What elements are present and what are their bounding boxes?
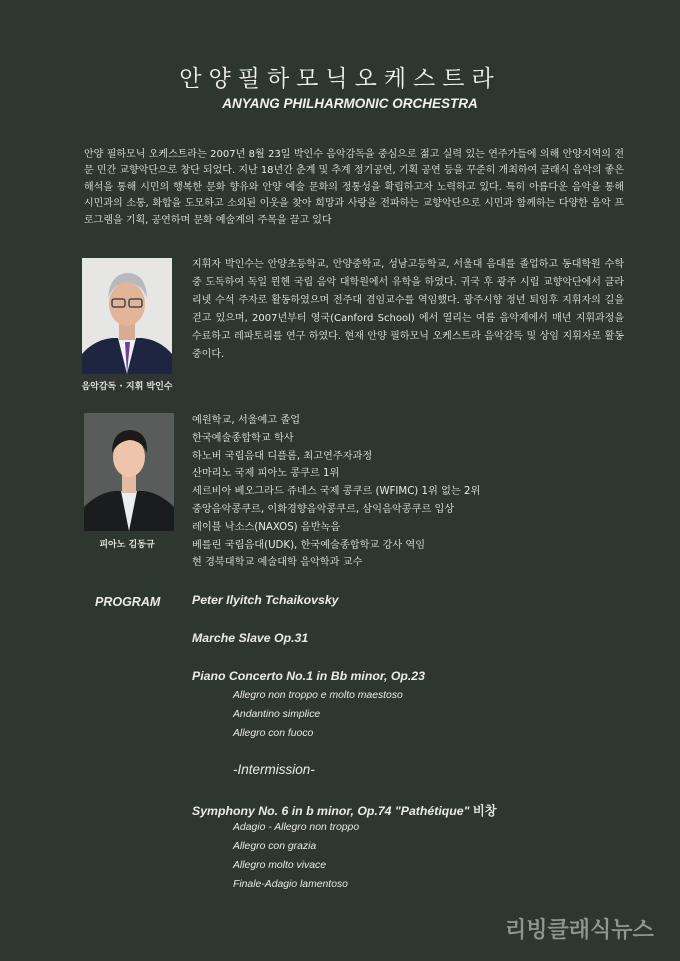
program-work-1: Marche Slave Op.31: [192, 631, 309, 645]
work-3-movement-3: Allegro molto vivace: [233, 860, 326, 871]
work-3-title: Symphony No. 6 in b minor, Op.74 "Pathétique": [192, 804, 470, 818]
bio-item: 중앙음악콩쿠르, 이화경향음악콩쿠르, 삼익음악콩쿠르 입상: [192, 503, 455, 515]
work-2-movement-2: Andantino simplice: [233, 709, 321, 720]
work-3-movement-2: Allegro con grazia: [233, 841, 317, 852]
watermark-logo: 리빙클래식뉴스: [505, 918, 654, 943]
conductor-bio: 지휘자 박인수는 안양초등학교, 안양중학교, 성남고등학교, 서울대 음대를 졸업하고 동대학원 수학 중 도독하여 독일 뮌헨 국립 음악 대학원에서 유학을 하였다. 귀국 후 광주 시립 교향악단에서 클라리넷 수석 주자로 활동하였으며 전주대 겸임교수를 역임했다. 광주시향 정년 퇴임후 지휘자의 길을 걷고 있으며, 2007년부터 영국(Canford School) 에서 열리는 여름 음악제에서 매년 지휘과정을 수료하고 레파토리를 연구 하였다. 현재 안양 필하모닉 오케스트라 음악감독 및 상임 지휘자로 활동 중이다.: [192, 259, 624, 360]
pianist-bio-list: [192, 412, 624, 572]
pianist-photo: [84, 413, 174, 531]
program-composer: Peter Ilyitch Tchaikovsky: [192, 593, 339, 607]
bio-item: 현 경북대학교 예술대학 음악학과 교수: [192, 557, 363, 569]
work-3-movement-4: Finale-Adagio lamentoso: [233, 879, 348, 890]
program-work-3: [192, 801, 497, 819]
bio-item: 한국예술종합학교 학사: [192, 432, 294, 444]
title-english: ANYANG PHILHARMONIC ORCHESTRA: [222, 96, 478, 111]
bio-item: 산마리노 국제 피아노 콩쿠르 1위: [192, 468, 340, 480]
intermission: -Intermission-: [233, 762, 315, 777]
work-3-korean-title: 비창: [472, 804, 497, 818]
title-korean: 안양필하모닉오케스트라: [179, 66, 501, 92]
bio-item: 하노버 국립음대 디플롬, 최고연주자과정: [192, 450, 373, 462]
conductor-caption: 음악감독 · 지휘 박인수: [81, 382, 173, 392]
bio-item: 레이블 낙소스(NAXOS) 음반녹음: [192, 521, 341, 533]
pianist-caption: 피아노 김동규: [99, 540, 155, 550]
program-work-2: Piano Concerto No.1 in Bb minor, Op.23: [192, 669, 425, 683]
conductor-photo: [82, 258, 172, 374]
work-3-movement-1: Adagio - Allegro non troppo: [233, 822, 360, 833]
work-2-movement-1: Allegro non troppo e molto maestoso: [233, 690, 403, 701]
bio-item: 베를린 국립음대(UDK), 한국예술종합학교 강사 역임: [192, 539, 426, 551]
work-2-movement-3: Allegro con fuoco: [233, 728, 314, 739]
orchestra-intro: 안양 필하모닉 오케스트라는 2007년 8월 23일 박인수 음악감독을 중심으로 젊고 실력 있는 연주가들에 의해 안양지역의 전문 민간 교향악단으로 창단 되었다. 지난 18년간 춘계 및 추계 정기공연, 기획 공연 등을 꾸준히 개최하여 클래식 음악의 좋은 해석을 통해 시민의 행복한 문화 향유와 안양 예술 문화의 정통성을 확립하고자 노력하고 있다. 특히 아름다운 음악을 통해 시민과의 소통, 화합을 도모하고 소외된 이웃을 찾아 희망과 사랑을 전파하는 교향악단으로 시민과 함께하는 다양한 음악 프로그램을 기획, 공연하며 문화 예술계의 주목을 끌고 있다: [84, 149, 624, 226]
bio-item: 예원학교, 서울예고 졸업: [192, 415, 301, 426]
bio-item: 세르비아 베오그라드 쥬네스 국제 콩쿠르 (WFIMC) 1위 없는 2위: [192, 486, 481, 498]
program-label: PROGRAM: [95, 595, 161, 609]
